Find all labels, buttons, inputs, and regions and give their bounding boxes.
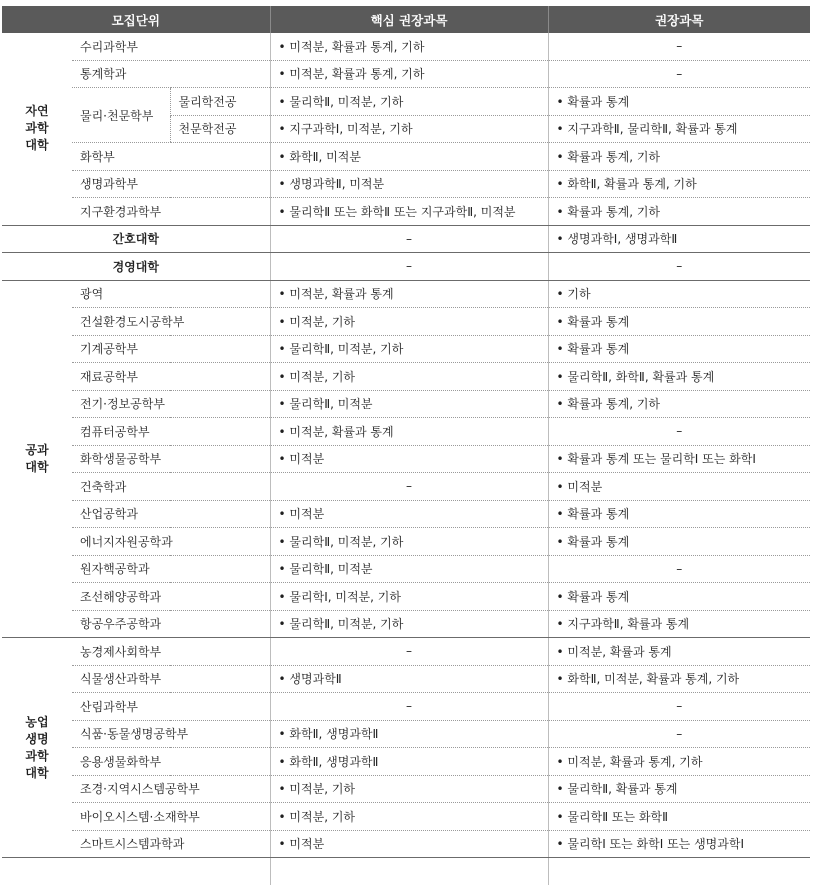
table-row <box>2 280 810 308</box>
table-row <box>2 33 810 60</box>
core-subjects <box>270 390 548 418</box>
subject-text: • 미적분, 기하 <box>279 315 356 329</box>
recommended-subjects <box>548 528 810 556</box>
subject-text: • 미적분 <box>279 507 325 521</box>
subject-text: • 물리학Ⅱ, 확률과 통계 <box>557 782 678 796</box>
major-name: 스마트시스템과학과 <box>72 830 270 858</box>
major-name: 응용생물화학부 <box>72 748 270 776</box>
core-subjects <box>270 143 548 171</box>
recommended-subjects-table <box>2 6 810 885</box>
recommended-subjects <box>548 500 810 528</box>
table-row <box>2 445 810 473</box>
subject-text: • 미적분, 기하 <box>279 782 356 796</box>
recommended-subjects <box>548 143 810 171</box>
core-subjects <box>270 308 548 336</box>
major-name: 원자핵공학과 <box>72 555 270 583</box>
major-name: 건설환경도시공학부 <box>72 308 270 336</box>
header-recommended: 권장과목 <box>548 6 810 33</box>
table-row <box>2 720 810 748</box>
major-name: 항공우주공학과 <box>72 610 270 638</box>
table-row-continued <box>2 858 810 885</box>
table-row <box>2 390 810 418</box>
subject-text: • 물리학Ⅱ, 미적분, 기하 <box>279 535 404 549</box>
table-header-row <box>2 6 810 33</box>
subject-text: • 확률과 통계, 기하 <box>557 150 661 164</box>
recommended-subjects: – <box>548 720 810 748</box>
subject-text: • 물리학Ⅱ, 화학Ⅱ, 확률과 통계 <box>557 370 715 384</box>
recommended-subjects <box>548 803 810 831</box>
recommended-subjects <box>548 88 810 116</box>
major-name: 통계학과 <box>72 60 270 88</box>
subject-text: • 지구과학Ⅱ, 물리학Ⅱ, 확률과 통계 <box>557 122 738 136</box>
subject-text: • 확률과 통계 <box>557 507 630 521</box>
recommended-subjects <box>548 445 810 473</box>
table-body <box>2 33 810 885</box>
subject-text: • 미적분, 기하 <box>279 370 356 384</box>
subject-text: • 물리학Ⅱ, 미적분, 기하 <box>279 617 404 631</box>
college-name: 간호대학 <box>2 225 270 253</box>
subject-text: • 물리학Ⅱ, 미적분, 기하 <box>279 95 404 109</box>
table-row <box>2 803 810 831</box>
table-row <box>2 88 810 116</box>
subject-text: • 생명과학Ⅱ <box>279 672 342 686</box>
core-subjects <box>270 418 548 446</box>
major-name: 바이오시스템·소재학부 <box>72 803 270 831</box>
subject-text: • 물리학Ⅱ 또는 화학Ⅱ <box>557 810 669 824</box>
subject-text: • 생명과학Ⅰ, 생명과학Ⅱ <box>557 232 678 246</box>
table-row <box>2 638 810 666</box>
header-core: 핵심 권장과목 <box>270 6 548 33</box>
table-row <box>2 583 810 611</box>
recommended-subjects <box>548 610 810 638</box>
core-subjects <box>270 170 548 198</box>
table-row <box>2 775 810 803</box>
major-name: 전기·정보공학부 <box>72 390 270 418</box>
core-subjects <box>270 775 548 803</box>
recommended-subjects: – <box>548 33 810 60</box>
table-row <box>2 693 810 721</box>
subject-text: • 화학Ⅱ, 미적분 <box>279 150 361 164</box>
college-row <box>2 253 810 281</box>
major-name: 에너지자원공학과 <box>72 528 270 556</box>
table-row <box>2 610 810 638</box>
recommended-subjects: – <box>548 693 810 721</box>
major-name: 식물생산과학부 <box>72 665 270 693</box>
subject-text: • 화학Ⅱ, 미적분, 확률과 통계, 기하 <box>557 672 740 686</box>
major-name: 식품·동물생명공학부 <box>72 720 270 748</box>
recommended-subjects <box>548 225 810 253</box>
subject-text: • 확률과 통계 <box>557 315 630 329</box>
subject-text: • 미적분, 확률과 통계, 기하 <box>279 67 425 81</box>
table-row <box>2 748 810 776</box>
subject-text: • 물리학Ⅱ, 미적분 <box>279 397 373 411</box>
table-row <box>2 335 810 363</box>
subject-text: • 확률과 통계, 기하 <box>557 205 661 219</box>
subject-text: • 물리학Ⅱ 또는 화학Ⅱ 또는 지구과학Ⅱ, 미적분 <box>279 205 516 219</box>
table-row <box>2 528 810 556</box>
core-subjects <box>270 830 548 858</box>
major-name: 광역 <box>72 280 270 308</box>
table-row <box>2 198 810 226</box>
recommended-subjects <box>548 280 810 308</box>
recommended-subjects <box>548 775 810 803</box>
recommended-subjects: – <box>548 253 810 281</box>
sub-major-name: 물리학전공 <box>170 88 270 116</box>
college-name: 자연 과학 대학 <box>2 33 72 225</box>
core-subjects: – <box>270 693 548 721</box>
table-row <box>2 500 810 528</box>
empty-cell <box>548 858 810 885</box>
core-subjects <box>270 280 548 308</box>
table-row <box>2 473 810 501</box>
subject-text: • 물리학Ⅰ 또는 화학Ⅰ 또는 생명과학Ⅰ <box>557 837 744 851</box>
core-subjects <box>270 610 548 638</box>
major-name: 재료공학부 <box>72 363 270 391</box>
core-subjects <box>270 500 548 528</box>
table-row <box>2 665 810 693</box>
subject-text: • 미적분, 확률과 통계, 기하 <box>557 755 703 769</box>
subject-text: • 확률과 통계 <box>557 342 630 356</box>
recommended-subjects: – <box>548 60 810 88</box>
recommended-subjects <box>548 308 810 336</box>
core-subjects <box>270 115 548 143</box>
subject-text: • 미적분 <box>279 452 325 466</box>
core-subjects <box>270 528 548 556</box>
core-subjects: – <box>270 473 548 501</box>
recommended-subjects: – <box>548 555 810 583</box>
subject-text: • 물리학Ⅱ, 미적분, 기하 <box>279 342 404 356</box>
empty-cell <box>270 858 548 885</box>
major-name: 화학부 <box>72 143 270 171</box>
subject-text: • 물리학Ⅰ, 미적분, 기하 <box>279 590 401 604</box>
table-row <box>2 363 810 391</box>
core-subjects <box>270 363 548 391</box>
core-subjects <box>270 335 548 363</box>
recommended-subjects <box>548 748 810 776</box>
recommended-subjects <box>548 638 810 666</box>
recommended-subjects <box>548 115 810 143</box>
subject-text: • 미적분, 기하 <box>279 810 356 824</box>
major-name: 산업공학과 <box>72 500 270 528</box>
subject-text: • 화학Ⅱ, 확률과 통계, 기하 <box>557 177 697 191</box>
subject-text: • 기하 <box>557 287 591 301</box>
subject-text: • 미적분, 확률과 통계 <box>279 425 394 439</box>
core-subjects: – <box>270 225 548 253</box>
table-row <box>2 60 810 88</box>
major-name: 생명과학부 <box>72 170 270 198</box>
sub-major-name: 천문학전공 <box>170 115 270 143</box>
major-name: 기계공학부 <box>72 335 270 363</box>
major-name: 물리·천문학부 <box>72 88 170 143</box>
table-row <box>2 830 810 858</box>
table-row <box>2 143 810 171</box>
subject-text: • 생명과학Ⅱ, 미적분 <box>279 177 385 191</box>
subject-text: • 화학Ⅱ, 생명과학Ⅱ <box>279 727 379 741</box>
core-subjects <box>270 555 548 583</box>
major-name: 산림과학부 <box>72 693 270 721</box>
core-subjects <box>270 198 548 226</box>
recommended-subjects <box>548 830 810 858</box>
subject-text: • 확률과 통계 <box>557 590 630 604</box>
subject-text: • 미적분 <box>557 480 603 494</box>
core-subjects <box>270 88 548 116</box>
subject-text: • 확률과 통계 <box>557 95 630 109</box>
major-name: 조선해양공학과 <box>72 583 270 611</box>
subject-text: • 미적분, 확률과 통계 <box>557 645 672 659</box>
subject-text: • 미적분, 확률과 통계, 기하 <box>279 40 425 54</box>
recommended-subjects <box>548 363 810 391</box>
subject-text: • 확률과 통계 또는 물리학Ⅰ 또는 화학Ⅰ <box>557 452 756 466</box>
recommended-subjects <box>548 170 810 198</box>
subject-text: • 지구과학Ⅰ, 미적분, 기하 <box>279 122 413 136</box>
table-row <box>2 418 810 446</box>
college-name: 경영대학 <box>2 253 270 281</box>
subject-text: • 미적분, 확률과 통계 <box>279 287 394 301</box>
recommended-subjects <box>548 390 810 418</box>
college-name: 농업 생명 과학 대학 <box>2 638 72 858</box>
core-subjects <box>270 720 548 748</box>
major-name: 조경·지역시스템공학부 <box>72 775 270 803</box>
recommended-subjects <box>548 473 810 501</box>
core-subjects <box>270 803 548 831</box>
core-subjects <box>270 60 548 88</box>
recommended-subjects <box>548 198 810 226</box>
recommended-subjects <box>548 583 810 611</box>
core-subjects: – <box>270 253 548 281</box>
subject-text: • 물리학Ⅱ, 미적분 <box>279 562 373 576</box>
major-name: 화학생물공학부 <box>72 445 270 473</box>
empty-cell <box>2 858 170 885</box>
recommended-subjects: – <box>548 418 810 446</box>
core-subjects <box>270 748 548 776</box>
table-row <box>2 170 810 198</box>
major-name: 컴퓨터공학부 <box>72 418 270 446</box>
subject-text: • 미적분 <box>279 837 325 851</box>
college-name: 공과 대학 <box>2 280 72 638</box>
core-subjects <box>270 33 548 60</box>
subject-text: • 확률과 통계 <box>557 535 630 549</box>
core-subjects: – <box>270 638 548 666</box>
subject-text: • 지구과학Ⅱ, 확률과 통계 <box>557 617 690 631</box>
major-name: 수리과학부 <box>72 33 270 60</box>
recommended-subjects <box>548 335 810 363</box>
subject-text: • 확률과 통계, 기하 <box>557 397 661 411</box>
major-name: 농경제사회학부 <box>72 638 270 666</box>
recommended-subjects <box>548 665 810 693</box>
table-row <box>2 555 810 583</box>
core-subjects <box>270 445 548 473</box>
empty-cell <box>170 858 270 885</box>
core-subjects <box>270 583 548 611</box>
major-name: 건축학과 <box>72 473 270 501</box>
header-unit: 모집단위 <box>2 6 270 33</box>
subject-text: • 화학Ⅱ, 생명과학Ⅱ <box>279 755 379 769</box>
major-name: 지구환경과학부 <box>72 198 270 226</box>
core-subjects <box>270 665 548 693</box>
table-row <box>2 308 810 336</box>
college-row <box>2 225 810 253</box>
